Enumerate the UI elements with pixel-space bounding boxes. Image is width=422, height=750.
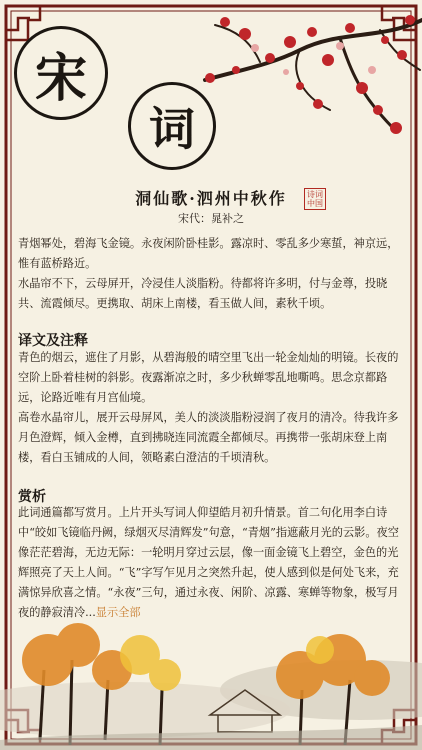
hero-character-song: 宋 <box>14 26 108 120</box>
poem-body <box>18 234 404 314</box>
poem-line: 水晶帘不下，云母屏开，冷浸佳人淡脂粉。待都将许多明，付与金尊，投晓共、流霞倾尽。更携取、胡床上南楼，看玉做人间，素秋千顷。 <box>18 277 388 310</box>
poem-author: 宋代：晁补之 <box>178 212 244 225</box>
translation-heading: 译文及注释 <box>18 333 88 349</box>
show-all-link[interactable]: 显示全部 <box>95 606 141 619</box>
translation-paragraph: 高卷水晶帘儿，展开云母屏风，美人的淡淡脂粉浸润了夜月的清冷。待我许多月色澄辉，倾入金樽，直到拂晓连同流霞全都倾尽。再携带一张胡床登上南楼，看白玉铺成的人间，领略素白澄洁的千顷清秋。 <box>18 411 399 464</box>
hero-character-ci: 词 <box>128 82 216 170</box>
translation-paragraph: 青色的烟云，遮住了月影，从碧海般的晴空里飞出一轮金灿灿的明镜。长夜的空阶上卧着桂树的斜影。夜露渐凉之时，多少秋蝉零乱地嘶鸣。思念京都路远，论路近唯有月宫仙境。 <box>18 351 399 404</box>
appreciation-body <box>18 503 404 623</box>
translation-body <box>18 348 404 468</box>
appreciation-heading: 赏析 <box>18 489 46 505</box>
poem-line: 青烟幂处，碧海飞金镜。永夜闲阶卧桂影。露凉时、零乱多少寒蜇，神京远，惟有蓝桥路近。 <box>18 237 399 270</box>
poem-header <box>0 186 422 209</box>
poem-title: 洞仙歌·泗州中秋作 <box>135 189 287 208</box>
appreciation-text: 此词通篇都写赏月。上片开头写词人仰望皓月初升情景。首二句化用李白诗中“皎如飞镜临丹阙，绿烟灭尽清辉发”句意，“青烟”指遮蔽月光的云影。夜空像茫茫碧海，无边无际：一轮明月穿过云层，像一面金镜飞上碧空，金色的光辉照亮了天上人间。“飞”字写乍见月之突然升起，使人感到似是何处飞来，充满惊异欣喜之情。“永夜”三句，通过永夜、闲阶、凉露、寒蝉等物象，极写月夜的静寂清冷... <box>18 506 399 619</box>
red-seal-stamp: 诗词中国 <box>304 188 326 210</box>
